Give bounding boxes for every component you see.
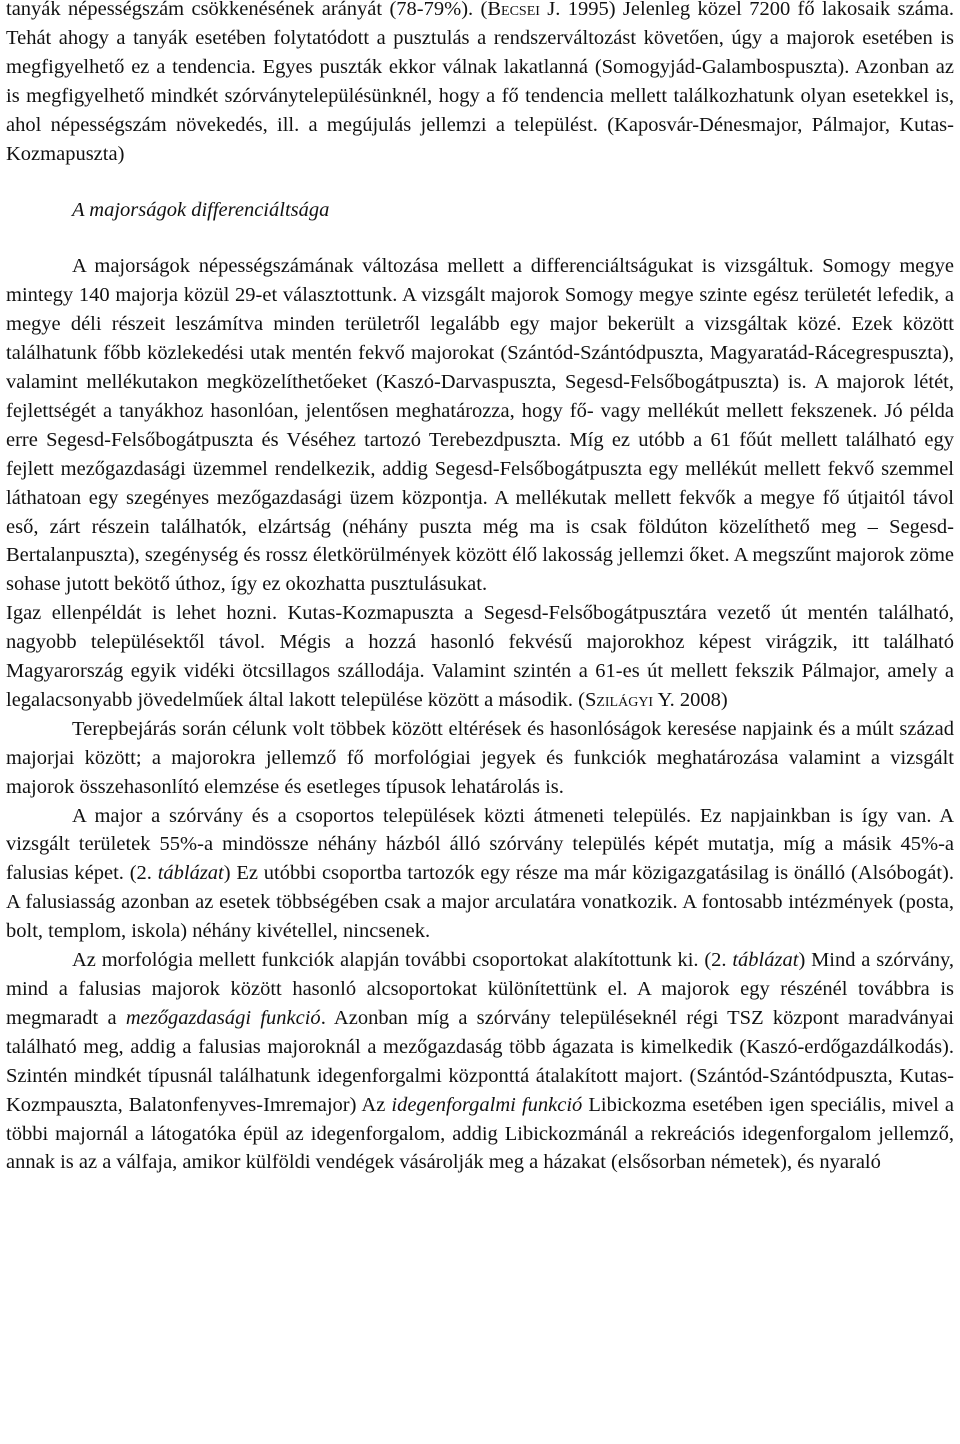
paragraph-1-text-b: J. 1995) Jelenleg közel 7200 fő lakosaik száma. Tehát ahogy a tanyák esetében folytatódott a pusztulás a rendszerváltozást követően, úgy a majorok esetében is megfigyelhető ez a tendencia. Egyes puszták ekkor válnak lakatlanná (Somogyjád-Galambospuszta). Azonban az is megfigyelhető mindkét szórványtelepülésünknél, hogy a fő tendencia mellett találkozhatunk olyan esetekkel is, ahol népességszám növekedés, ill. a megújulás jellemzi a települést. (Kaposvár-Dénesmajor, Pálmajor, Kutas-Kozmapuszta)	[6, 0, 955, 165]
paragraph-5	[6, 802, 954, 947]
italic-term-tourism-function: idegenforgalmi funkció	[391, 1093, 583, 1116]
author-citation-szilagyi: Szilágyi	[584, 688, 654, 711]
paragraph-4	[6, 715, 954, 802]
paragraph-5-text-b: ) Ez utóbbi csoportba tartozók egy része ma már közigazgatásilag is önálló (Alsóbogát). A falusiasság azonban az esetek többségében csak a major arculatára vonatkozik. A fontosabb intézmények (posta, bolt, templom, iskola) néhány kivétellel, nincsenek.	[6, 862, 955, 943]
paragraph-4-text: Terepbejárás során célunk volt többek között eltérések és hasonlóságok keresése napjaink és a múlt század majorjai között; a majorokra jellemző fő morfológiai jegyek és funkciók meghatározása valamint a vizsgált majorok összehasonlító elemzése és esetleges típusok lehatárolás is.	[6, 717, 954, 798]
italic-term-agricultural-function: mezőgazdasági funkció	[125, 1006, 321, 1029]
author-citation-becsei: Becsei	[487, 0, 540, 20]
paragraph-3-text-b: Y. 2008)	[653, 688, 728, 711]
paragraph-2	[6, 252, 954, 599]
paragraph-6-text-d: Libickozma esetében igen speciális, mivel a többi majornál a látogatóka épül az idegenforgalom, addig Libickozmánál a rekreációs idegenforgalom jellemző, annak is az a válfaja, amikor külföldi vendégek vásárolják meg a házakat (elsősorban németek), és nyaraló	[6, 1093, 954, 1174]
paragraph-5-text-a: A major a szórvány és a csoportos települések közti átmeneti település. Ez napjainkban is így van. A vizsgált területek 55%-a mindössze néhány házból álló szórvány település képét mutatja, míg a másik 45%-a falusias képet. (2.	[6, 804, 954, 885]
paragraph-1-text-a: tanyák népességszám csökkenésének arányát (78-79%). (	[6, 0, 488, 20]
section-heading: A majorságok differenciáltsága	[72, 199, 330, 222]
paragraph-6-text-c: . Azonban míg a szórvány településeknél régi TSZ központ maradványai található meg, addig a falusias majoroknál a mezőgazdaság több ágazata is kimelkedik (Kaszó-erdőgazdálkodás). Szintén mindkét típusnál találhatunk idegenforgalmi központtá átalakított majort. (Szántód-Szántódpuszta, Kutas-Kozmpauszta, Balatonfenyves-Imremajor) Az	[6, 1006, 954, 1116]
paragraph-6-text-a: Az morfológia mellett funkciók alapján további csoportokat alakítottunk ki. (2.	[72, 949, 733, 972]
paragraph-1	[6, 0, 954, 168]
paragraph-6	[6, 946, 954, 1177]
paragraph-2-text: A majorságok népességszámának változása mellett a differenciáltságukat is vizsgáltuk. Somogy megye mintegy 140 majorja közül 29-et választottunk. A vizsgált majorok Somogy megye szinte egész területét lefedik, a megye déli részeit leszámítva minden területről legalább egy major bekerült a vizsgáltak közé. Ezek között találhatunk főbb közlekedési utak mentén fekvő majorokat (Szántód-Szántódpuszta, Magyaratád-Rácegrespuszta), valamint mellékutakon megközelíthetőeket (Kaszó-Darvaspuszta, Segesd-Felsőbogátpuszta) is. A majorok létét, fejlettségét a tanyákhoz hasonlóan, jelentősen meghatározza, hogy fő- vagy mellékút mellett fekszenek. Jó példa erre Segesd-Felsőbogátpuszta és Véséhez tartozó Terebezdpuszta. Míg ez utóbb a 61 főút mellett található egy fejlett mezőgazdasági üzemmel rendelkezik, addig Segesd-Felsőbogátpuszta egy mellékút mellett fekvő szemmel láthatoan egy szegényes mezőgazdasági üzem központja. A mellékutak mellett fekvők a megye fő útjaitól távol eső, zárt részein találhatók, elzártság (néhány puszta még ma is csak földúton közelíthető meg – Segesd-Bertalanpuszta), szegénység és rossz életkörülmények között élő lakosság jellemzi őket. A megszűnt majorok zöme sohase jutott bekötő úthoz, így ez okozhatta pusztulásukat.	[6, 255, 954, 596]
paragraph-3	[6, 599, 954, 715]
table-reference: táblázat	[732, 949, 799, 972]
paragraph-6-text-b: ) Mind a szórvány, mind a falusias majorok között hasonló alcsoportokat különítettünk el. A majorok egy részénél továbbra is megmaradt a	[6, 949, 954, 1029]
paragraph-3-text-a: Igaz ellenpéldát is lehet hozni. Kutas-Kozmapuszta a Segesd-Felsőbogátpusztára vezető út mentén található, nagyobb településektől távol. Mégis a hozzá hasonló fekvésű majorokhoz képest virágzik, itt található Magyarország egyik vidéki ötcsillagos szállodája. Valamint szintén a 61-es út mellett fekszik Pálmajor, amely a legalacsonyabb jövedelműek által lakott települése között a második. (	[6, 602, 954, 711]
table-reference: táblázat	[157, 862, 224, 885]
